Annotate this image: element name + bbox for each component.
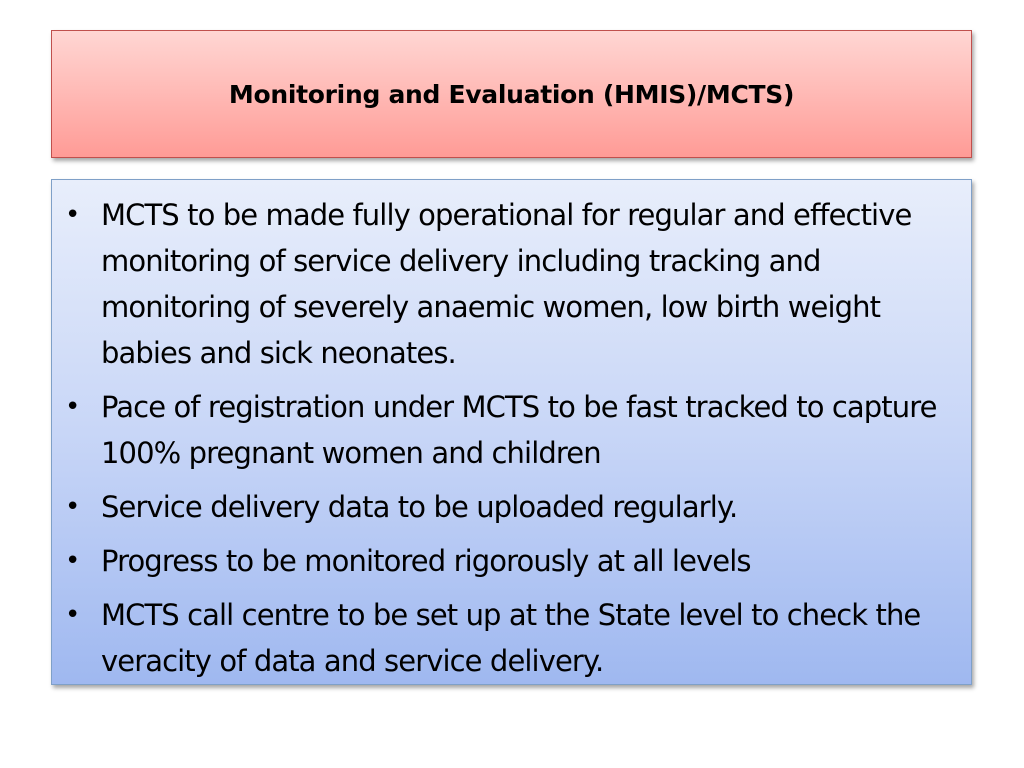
bullet-text: Progress to be monitored rigorously at all levels (101, 544, 751, 578)
bullet-text: Service delivery data to be uploaded regularly. (101, 490, 738, 524)
bullet-item (62, 538, 963, 584)
bullet-icon: • (65, 600, 80, 630)
bullet-item (62, 484, 963, 530)
bullet-icon: • (65, 546, 80, 576)
bullet-icon: • (65, 200, 80, 230)
bullet-item (62, 592, 963, 684)
bullet-item (62, 192, 963, 376)
bullet-item (62, 384, 963, 476)
slide-title: Monitoring and Evaluation (HMIS)/MCTS) (228, 79, 795, 109)
bullet-icon: • (65, 492, 80, 522)
bullet-icon: • (65, 392, 80, 422)
bullet-list (62, 192, 963, 684)
title-box (51, 30, 972, 158)
content-box (51, 179, 972, 685)
bullet-text: MCTS to be made fully operational for regular and effective monitoring of service delivery including tracking and monitoring of severely anaemic women, low birth weight babies and sick neonates. (101, 198, 912, 370)
bullet-text: MCTS call centre to be set up at the State level to check the veracity of data and service delivery. (101, 598, 921, 678)
bullet-text: Pace of registration under MCTS to be fast tracked to capture 100% pregnant women and children (101, 390, 937, 470)
